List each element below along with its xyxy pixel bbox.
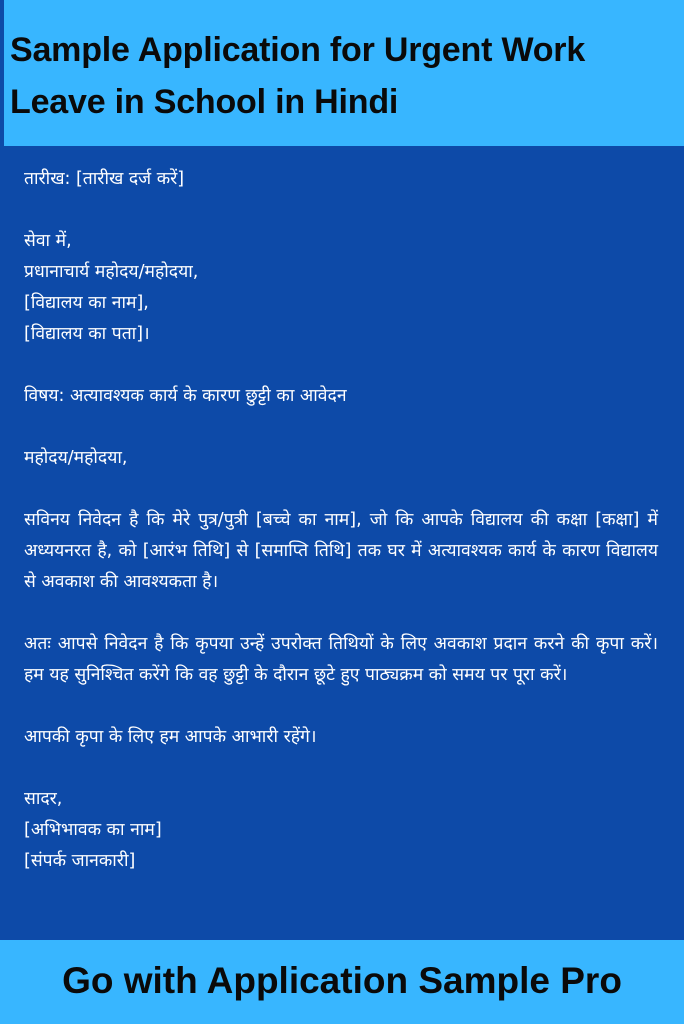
letter-body xyxy=(0,146,684,940)
header-banner xyxy=(0,0,684,146)
letter-paragraph-1: सविनय निवेदन है कि मेरे पुत्र/पुत्री [बच्चे का नाम], जो कि आपके विद्यालय की कक्षा [कक्षा] में अध्ययनरत है, को [आरंभ तिथि] से [समाप्ति तिथि] तक घर में अत्यावश्यक कार्य के कारण विद्यालय से अवकाश की आवश्यकता है। xyxy=(24,510,658,592)
letter-salutation: महोदय/महोदया, xyxy=(24,448,128,468)
letter-paragraph-2: अतः आपसे निवेदन है कि कृपया उन्हें उपरोक्त तिथियों के लिए अवकाश प्रदान करने की कृपा करें। हम यह सुनिश्चित करेंगे कि वह छुट्टी के दौरान छूटे हुए पाठ्यक्रम को समय पर पूरा करें। xyxy=(24,634,658,685)
letter-thanks: आपकी कृपा के लिए हम आपके आभारी रहेंगे। xyxy=(24,727,317,747)
letter-school-name: [विद्यालय का नाम], xyxy=(24,293,149,313)
letter-contact-info: [संपर्क जानकारी] xyxy=(24,851,136,871)
letter-school-address: [विद्यालय का पता]। xyxy=(24,324,150,344)
letter-guardian-name: [अभिभावक का नाम] xyxy=(24,820,162,840)
page-title: Sample Application for Urgent Work Leave in School in Hindi xyxy=(10,31,586,121)
footer-banner xyxy=(0,940,684,1024)
letter-date: तारीख: [तारीख दर्ज करें] xyxy=(24,169,185,189)
letter-closing: सादर, xyxy=(24,789,63,809)
letter-recipient: प्रधानाचार्य महोदय/महोदया, xyxy=(24,262,199,282)
footer-text: Go with Application Sample Pro xyxy=(62,960,622,1001)
letter-subject: विषय: अत्यावश्यक कार्य के कारण छुट्टी का आवेदन xyxy=(24,386,347,406)
letter-to: सेवा में, xyxy=(24,231,72,251)
